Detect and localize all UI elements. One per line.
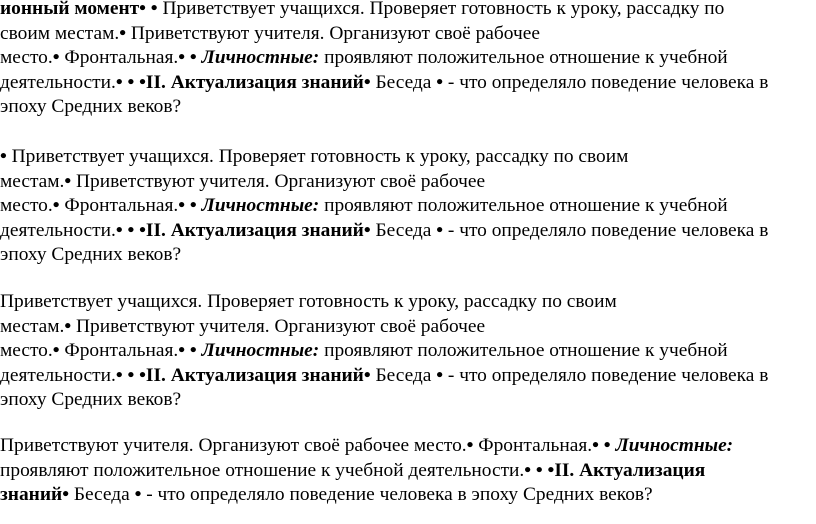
- text: Приветствуют учителя. Организуют своё рабочее: [130, 22, 540, 44]
- bullet-icon: • •: [178, 47, 202, 68]
- bullet-icon: •: [466, 435, 479, 456]
- section-heading: знаний: [0, 484, 63, 505]
- text: Фронтальная.: [478, 435, 593, 456]
- line: [0, 95, 812, 120]
- bullet-icon: • • •: [524, 459, 555, 481]
- line: [0, 71, 812, 96]
- bullet-icon: • • •: [115, 364, 146, 386]
- paragraph-4: [0, 434, 812, 508]
- line: [0, 290, 812, 315]
- line: [0, 339, 812, 364]
- text: местам.: [0, 170, 65, 192]
- text: Фронтальная.: [64, 340, 179, 361]
- line: [0, 315, 812, 340]
- bullet-icon: • • •: [115, 219, 146, 241]
- text: местам.: [0, 315, 65, 337]
- line: [0, 388, 812, 413]
- emphasis-label: Личностные:: [201, 47, 320, 68]
- text: деятельности.: [0, 71, 116, 93]
- paragraph-2: [0, 145, 812, 268]
- bullet-icon: •: [363, 364, 376, 386]
- line: [0, 459, 812, 484]
- text: место.: [0, 340, 53, 361]
- bullet-icon: •: [436, 219, 448, 241]
- text: место.: [0, 47, 53, 68]
- bullet-icon: •: [62, 484, 74, 505]
- bullet-icon: •: [134, 484, 147, 505]
- text: Фронтальная.: [64, 195, 179, 216]
- section-heading: II. Актуализация: [554, 459, 706, 481]
- text: проявляют положительное отношение к учебной: [319, 47, 728, 68]
- text: - что определяло поведение человека в: [447, 71, 769, 93]
- text: эпоху Средних веков?: [0, 389, 182, 410]
- bullet-icon: • • •: [115, 71, 146, 93]
- text: - что определяло поведение человека в: [447, 219, 769, 241]
- text: проявляют положительное отношение к учебной: [319, 340, 728, 361]
- text: - что определяло поведение человека в: [447, 364, 769, 386]
- line: [0, 22, 812, 47]
- line: [0, 0, 812, 22]
- line: [0, 194, 812, 219]
- text: Приветствуют учителя. Организуют своё рабочее: [76, 170, 486, 192]
- text: - что определяло поведение человека в эпоху Средних веков?: [146, 484, 653, 505]
- bullet-icon: •: [64, 170, 77, 192]
- text: Приветствует учащихся. Проверяет готовность к уроку, рассадку по: [162, 0, 725, 19]
- emphasis-label: Личностные:: [615, 435, 734, 456]
- paragraph-3: [0, 290, 812, 413]
- line: [0, 364, 812, 389]
- text: Приветствует учащихся. Проверяет готовность к уроку, рассадку по своим: [0, 291, 617, 312]
- bullet-icon: • •: [592, 435, 616, 456]
- text: Беседа: [375, 219, 437, 241]
- bullet-icon: •: [52, 47, 65, 68]
- bullet-icon: • •: [178, 340, 202, 361]
- text: своим местам.: [0, 22, 120, 44]
- text: деятельности.: [0, 219, 116, 241]
- bullet-icon: •: [64, 315, 77, 337]
- section-heading: II. Актуализация знаний: [145, 71, 364, 93]
- bullet-icon: •: [0, 146, 12, 167]
- emphasis-label: Личностные:: [201, 195, 320, 216]
- text: Приветствуют учителя. Организуют своё рабочее место.: [0, 435, 467, 456]
- text: Беседа: [375, 71, 437, 93]
- bullet-icon: •: [52, 340, 65, 361]
- section-heading: II. Актуализация знаний: [145, 219, 364, 241]
- line: [0, 434, 812, 459]
- line: [0, 46, 812, 71]
- bullet-icon: • •: [178, 195, 202, 216]
- paragraph-1: [0, 0, 812, 120]
- bullet-icon: •: [119, 22, 131, 44]
- section-heading: II. Актуализация знаний: [145, 364, 364, 386]
- stage-title: ионный момент: [0, 0, 140, 19]
- text: проявляют положительное отношение к учебной: [319, 195, 728, 216]
- text: эпоху Средних веков?: [0, 244, 182, 265]
- bullet-icon: •: [363, 71, 376, 93]
- bullet-icon: •: [436, 71, 448, 93]
- line: [0, 243, 812, 268]
- text: эпоху Средних веков?: [0, 96, 182, 117]
- emphasis-label: Личностные:: [201, 340, 320, 361]
- text: Фронтальная.: [64, 47, 179, 68]
- text: деятельности.: [0, 364, 116, 386]
- text: Беседа: [375, 364, 437, 386]
- line: [0, 170, 812, 195]
- line: [0, 483, 812, 508]
- text: Приветствует учащихся. Проверяет готовность к уроку, рассадку по своим: [11, 146, 629, 167]
- line: [0, 219, 812, 244]
- text: место.: [0, 195, 53, 216]
- text: проявляют положительное отношение к учебной деятельности.: [0, 459, 525, 481]
- bullet-icon: •: [436, 364, 448, 386]
- bullet-icon: •: [52, 195, 65, 216]
- line: [0, 145, 812, 170]
- text: Приветствуют учителя. Организуют своё рабочее: [76, 315, 486, 337]
- bullet-icon: •: [363, 219, 376, 241]
- text: Беседа: [73, 484, 135, 505]
- bullet-icon: • •: [139, 0, 163, 19]
